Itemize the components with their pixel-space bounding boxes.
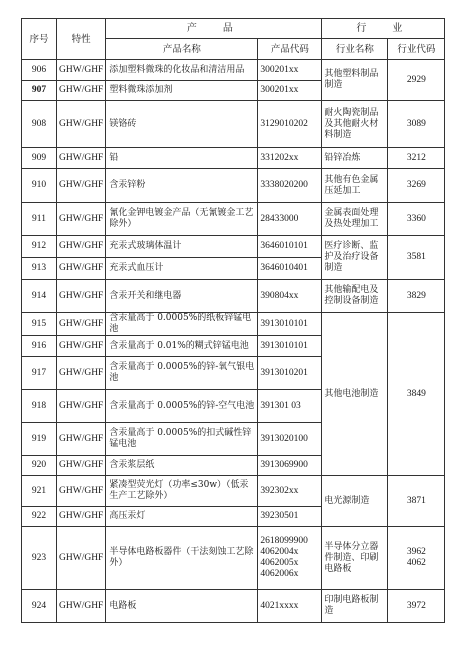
row-industry-name: 其他塑料制品制造	[322, 60, 388, 101]
row-seq: 917	[22, 357, 57, 390]
row-industry-code: 2929	[388, 60, 445, 101]
row-seq: 908	[22, 101, 57, 148]
row-product-code: 300201xx	[258, 60, 322, 81]
row-seq: 921	[22, 476, 57, 507]
row-product-name: 含汞量高于 0.01%的糊式锌锰电池	[106, 336, 258, 357]
row-feature: GHW/GHF	[57, 357, 106, 390]
row-seq: 924	[22, 590, 57, 623]
header-industry-code: 行业代码	[388, 39, 445, 60]
row-product-code: 331202xx	[258, 148, 322, 169]
row-feature: GHW/GHF	[57, 60, 106, 81]
header-feature: 特性	[57, 19, 106, 60]
row-seq: 909	[22, 148, 57, 169]
table-row	[22, 60, 445, 81]
row-industry-code: 3972	[388, 590, 445, 623]
row-seq: 920	[22, 456, 57, 476]
row-seq: 906	[22, 60, 57, 81]
row-product-code: 3913010101	[258, 313, 322, 336]
row-feature: GHW/GHF	[57, 476, 106, 507]
row-product-code: 39230501	[258, 507, 322, 527]
row-seq: 918	[22, 390, 57, 423]
row-seq: 916	[22, 336, 57, 357]
row-product-code: 3646010401	[258, 258, 322, 280]
row-product-name: 充汞式玻璃体温计	[106, 236, 258, 258]
row-feature: GHW/GHF	[57, 236, 106, 258]
row-seq: 922	[22, 507, 57, 527]
header-seq: 序号	[22, 19, 57, 60]
row-industry-name: 铅锌冶炼	[322, 148, 388, 169]
row-industry-name: 半导体分立器件制造、印刷电路板	[322, 527, 388, 590]
row-industry-name: 印制电路板制造	[322, 590, 388, 623]
row-feature: GHW/GHF	[57, 148, 106, 169]
row-product-name: 含汞开关和继电器	[106, 280, 258, 313]
row-product-code: 300201xx	[258, 81, 322, 101]
row-seq: 914	[22, 280, 57, 313]
row-product-name: 含汞量高于 0.0005%的锌-空气电池	[106, 390, 258, 423]
row-industry-code: 3581	[388, 236, 445, 280]
row-industry-name: 其他输配电及控制设备制造	[322, 280, 388, 313]
row-feature: GHW/GHF	[57, 390, 106, 423]
header-product-name: 产品名称	[106, 39, 258, 60]
row-product-code: 390804xx	[258, 280, 322, 313]
row-product-code: 3129010202	[258, 101, 322, 148]
header-industry: 行 业	[322, 19, 445, 39]
row-industry-code: 3269	[388, 169, 445, 203]
table-row	[22, 476, 445, 507]
row-product-code: 391301 03	[258, 390, 322, 423]
row-product-name: 氰化金钾电镀金产品（无氰镀金工艺除外）	[106, 203, 258, 236]
row-seq: 911	[22, 203, 57, 236]
row-product-code: 3913010201	[258, 357, 322, 390]
row-seq: 910	[22, 169, 57, 203]
row-industry-code: 3212	[388, 148, 445, 169]
row-product-name: 镁铬砖	[106, 101, 258, 148]
row-feature: GHW/GHF	[57, 423, 106, 456]
row-feature: GHW/GHF	[57, 507, 106, 527]
row-seq: 923	[22, 527, 57, 590]
row-industry-code: 3871	[388, 476, 445, 527]
row-product-code: 3646010101	[258, 236, 322, 258]
row-seq: 907	[22, 81, 57, 101]
row-industry-code: 3089	[388, 101, 445, 148]
row-industry-code: 3849	[388, 313, 445, 476]
table-row	[22, 203, 445, 236]
row-product-name: 含汞量高于 0.0005%的纸板锌锰电池	[106, 313, 258, 336]
header-industry-name: 行业名称	[322, 39, 388, 60]
row-feature: GHW/GHF	[57, 336, 106, 357]
row-feature: GHW/GHF	[57, 101, 106, 148]
header-product-code: 产品代码	[258, 39, 322, 60]
row-seq: 912	[22, 236, 57, 258]
row-product-name: 含汞浆层纸	[106, 456, 258, 476]
table-row	[22, 280, 445, 313]
row-seq: 919	[22, 423, 57, 456]
row-product-name: 添加塑料微珠的化妆品和清洁用品	[106, 60, 258, 81]
row-product-name: 含汞锌粉	[106, 169, 258, 203]
row-feature: GHW/GHF	[57, 280, 106, 313]
row-product-code: 392302xx	[258, 476, 322, 507]
row-feature: GHW/GHF	[57, 169, 106, 203]
table-row	[22, 527, 445, 590]
row-product-name: 铅	[106, 148, 258, 169]
row-feature: GHW/GHF	[57, 590, 106, 623]
row-product-code: 2618099900 4062004x 4062005x 4062006x	[258, 527, 322, 590]
row-product-name: 充汞式血压计	[106, 258, 258, 280]
row-industry-name: 其他电池制造	[322, 313, 388, 476]
table-row	[22, 590, 445, 623]
row-industry-name: 金属表面处理及热处理加工	[322, 203, 388, 236]
product-table	[21, 18, 445, 623]
row-product-name: 电路板	[106, 590, 258, 623]
row-industry-name: 其他有色金属压延加工	[322, 169, 388, 203]
row-feature: GHW/GHF	[57, 313, 106, 336]
row-feature: GHW/GHF	[57, 81, 106, 101]
row-product-name: 高压汞灯	[106, 507, 258, 527]
row-product-code: 3913069900	[258, 456, 322, 476]
row-product-code: 4021xxxx	[258, 590, 322, 623]
row-product-code: 3338020200	[258, 169, 322, 203]
row-product-code: 28433000	[258, 203, 322, 236]
row-industry-name: 电光源制造	[322, 476, 388, 527]
table-row	[22, 148, 445, 169]
row-seq: 913	[22, 258, 57, 280]
row-industry-name: 耐火陶瓷制品及其他耐火材料制造	[322, 101, 388, 148]
row-industry-code: 3360	[388, 203, 445, 236]
row-product-code: 3913010101	[258, 336, 322, 357]
table-row	[22, 169, 445, 203]
row-product-code: 3913020100	[258, 423, 322, 456]
table-row	[22, 236, 445, 258]
row-feature: GHW/GHF	[57, 456, 106, 476]
row-product-name: 含汞量高于 0.0005%的扣式碱性锌锰电池	[106, 423, 258, 456]
table-row	[22, 313, 445, 336]
row-feature: GHW/GHF	[57, 258, 106, 280]
row-industry-code: 3829	[388, 280, 445, 313]
table-row	[22, 101, 445, 148]
row-product-name: 紧凑型荧光灯（功率≤30w）（低汞生产工艺除外）	[106, 476, 258, 507]
row-industry-name: 医疗诊断、监护及治疗设备制造	[322, 236, 388, 280]
row-seq: 915	[22, 313, 57, 336]
row-feature: GHW/GHF	[57, 527, 106, 590]
row-product-name: 塑料微珠添加剂	[106, 81, 258, 101]
row-industry-code: 3962 4062	[388, 527, 445, 590]
row-product-name: 半导体电路板器件（干法刻蚀工艺除外）	[106, 527, 258, 590]
header-product: 产 品	[106, 19, 322, 39]
row-feature: GHW/GHF	[57, 203, 106, 236]
row-product-name: 含汞量高于 0.0005%的锌-氧气银电池	[106, 357, 258, 390]
